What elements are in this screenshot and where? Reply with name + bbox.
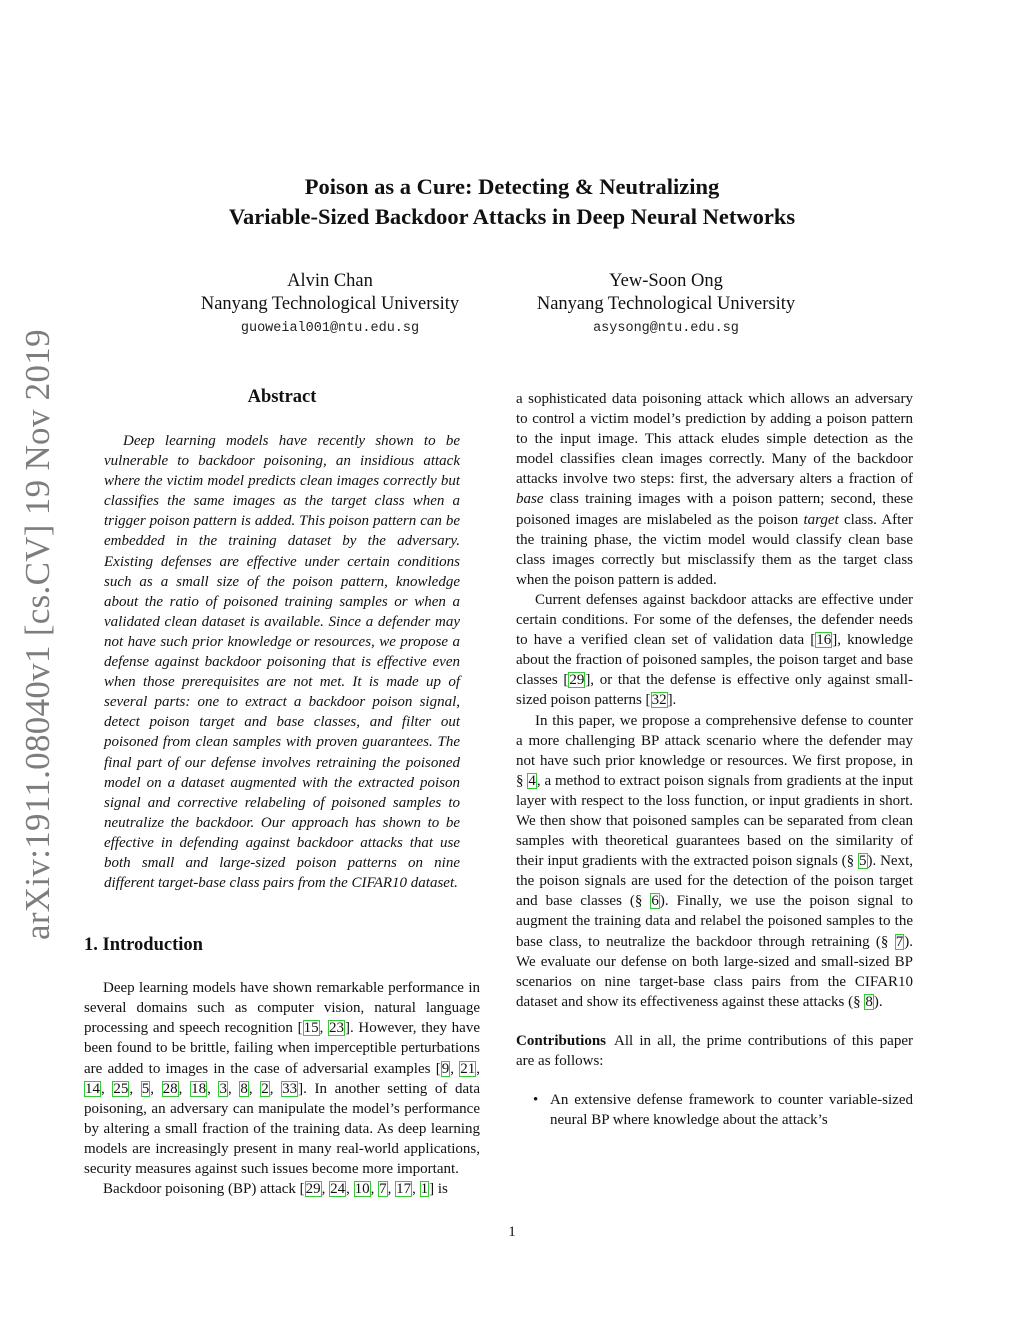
text-run: Current defenses against backdoor attacks are effective under certain conditions. For some of the defenses, the defender needs to have a verified clean set of validation data [ xyxy=(516,591,913,649)
author-name: Alvin Chan xyxy=(287,271,373,291)
text-run: All in all, the prime contributions of this paper are as follows: xyxy=(516,1032,913,1069)
section-ref-link[interactable]: 8 xyxy=(865,993,873,1010)
section-ref-link[interactable]: 6 xyxy=(651,893,659,910)
citation-separator: , xyxy=(248,1080,261,1097)
intro-paragraph-4 xyxy=(516,711,913,1012)
text-run: ] is xyxy=(429,1181,448,1198)
citation-link[interactable]: 5 xyxy=(141,1080,150,1097)
citation-separator: , xyxy=(321,1181,330,1198)
text-run: , xyxy=(319,1020,328,1037)
citation-separator: , xyxy=(476,1060,481,1077)
text-run: ). We evaluate our defense on both large-sized and small-sized BP scenarios on nine target-base class pairs from the CIFAR10 dataset and show its effectiveness against these attacks (§ xyxy=(516,933,913,1010)
citation-link[interactable]: 24 xyxy=(330,1181,346,1198)
author-block-1 xyxy=(180,270,480,342)
citation-separator: , xyxy=(101,1080,113,1097)
citation-link[interactable]: 3 xyxy=(219,1080,227,1097)
citation-link[interactable]: 8 xyxy=(240,1080,248,1097)
section-ref-link[interactable]: 4 xyxy=(528,772,536,789)
citation-list xyxy=(305,1181,430,1197)
citation-link[interactable]: 15 xyxy=(303,1020,319,1037)
text-run: a sophisticated data poisoning attack which allows an adversary to control a victim model’s prediction by adding a poison pattern to the input image. This attack eludes simple detection as the model classifies clean images correctly. Many of the backdoor attacks involve two steps: first, the adversary alters a fraction of xyxy=(516,391,913,488)
text-run: , a method to extract poison signals from gradients at the input layer with respect to the loss function, or input gradients in short. We then show that poisoned samples can be separated from clean samples with theoretical guarantees based on the similarity of their input gradients with the extracted poison signals (§ xyxy=(516,772,914,870)
author-affiliation: Nanyang Technological University xyxy=(200,294,460,314)
citation-link[interactable]: 7 xyxy=(379,1181,387,1198)
citation-separator: , xyxy=(129,1080,141,1097)
citation-link[interactable]: 10 xyxy=(354,1181,370,1198)
citation-link[interactable]: 32 xyxy=(651,692,667,709)
author-block-2 xyxy=(514,270,818,342)
abstract-heading: Abstract xyxy=(247,387,317,407)
citation-separator: , xyxy=(227,1080,240,1097)
contributions-label: Contributions xyxy=(516,1032,607,1049)
intro-paragraph-2-continued xyxy=(516,389,913,590)
citation-link[interactable]: 21 xyxy=(460,1060,476,1077)
citation-link[interactable]: 9 xyxy=(441,1060,450,1077)
section-ref-link[interactable]: 5 xyxy=(859,853,867,870)
citation-link[interactable]: 16 xyxy=(816,632,832,649)
text-run: ). xyxy=(873,993,883,1010)
text-run: class. After the training phase, the victim model would classify clean base class images correctly but misclassify them as the target class when the poison pattern is added. xyxy=(516,511,913,588)
citation-link[interactable]: 29 xyxy=(569,672,585,689)
citation-separator: , xyxy=(387,1181,396,1198)
text-run: ]. However, they have been found to be brittle, failing when imperceptible perturbations are added to images in the case of adversarial examples [ xyxy=(84,1020,480,1077)
left-column xyxy=(84,384,480,1199)
text-run: Deep learning models have shown remarkable performance in several domains such as computer vision, natural language processing and speech recognition [ xyxy=(84,980,480,1037)
intro-paragraph-2 xyxy=(84,1179,480,1199)
citation-separator: , xyxy=(370,1181,379,1198)
list-item xyxy=(516,1090,913,1130)
text-run: ], knowledge about the fraction of poisoned samples, the poison target and base classes [ xyxy=(516,632,913,689)
author-name: Yew-Soon Ong xyxy=(609,271,723,291)
intro-paragraph-3 xyxy=(516,590,913,711)
section-ref-link[interactable]: 7 xyxy=(895,933,904,950)
citation-link[interactable]: 1 xyxy=(420,1181,429,1198)
arxiv-watermark: arXiv:1911.08040v1 [cs.CV] 19 Nov 2019 xyxy=(18,329,57,940)
list-item-text: An extensive defense framework to counter variable-sized neural BP where knowledge about the attack’s xyxy=(550,1092,913,1129)
citation-link[interactable]: 18 xyxy=(191,1080,207,1097)
author-email: guoweial001@ntu.edu.sg xyxy=(240,321,420,336)
text-run: ]. xyxy=(667,692,677,709)
citation-separator: , xyxy=(450,1060,460,1077)
right-column xyxy=(516,389,913,1130)
title-line-1: Poison as a Cure: Detecting & Neutralizing xyxy=(304,174,720,199)
citation-separator: , xyxy=(150,1080,162,1097)
title-line-2: Variable-Sized Backdoor Attacks in Deep Neural Networks xyxy=(228,204,796,229)
text-run: ). Next, the poison signals are used for the detection of the poison target and base classes (§ xyxy=(516,853,913,910)
introduction-heading: 1. Introduction xyxy=(84,935,203,956)
abstract-text: Deep learning models have recently shown to be vulnerable to backdoor poisoning, an insidious attack where the victim model predicts clean images correctly but classifies the same images as the target class when a trigger poison pattern is added. This poison pattern can be embedded in the training dataset by the adversary. Existing defenses are effective under certain conditions such as a small size of the poison pattern, knowledge about the ratio of poisoned training samples or when a validated clean dataset is available. Since a defender may not have such prior knowledge or resources, we propose a defense against backdoor poisoning that is effective even when those prerequisites are not met. It is made up of several parts: one to extract a backdoor poison signal, detect poison target and base classes, and filter out poisoned from clean samples with proven guarantees. The final part of our defense involves retraining the poisoned model on a dataset augmented with the extracted poison signal and corrective relabeling of poisoned samples to neutralize the backdoor. Our approach has shown to be effective in defending against backdoor attacks that use both small and large-sized poison patterns on nine different target-base class pairs from the CIFAR10 dataset. xyxy=(104,433,460,892)
author-affiliation: Nanyang Technological University xyxy=(536,294,796,314)
contributions-list xyxy=(516,1090,913,1130)
citation-link[interactable]: 23 xyxy=(329,1020,344,1037)
citation-link[interactable]: 25 xyxy=(113,1080,129,1097)
contributions-paragraph xyxy=(516,1031,913,1071)
citation-separator: , xyxy=(207,1080,219,1097)
citation-separator: , xyxy=(178,1080,191,1097)
citation-link[interactable]: 28 xyxy=(162,1080,178,1097)
page-number: 1 xyxy=(508,1224,516,1240)
citation-separator: , xyxy=(346,1181,354,1198)
intro-paragraph-1 xyxy=(84,978,480,1179)
citation-link[interactable]: 29 xyxy=(305,1181,321,1198)
text-run: Backdoor poisoning (BP) attack [ xyxy=(103,1181,305,1198)
author-email: asysong@ntu.edu.sg xyxy=(593,321,739,336)
citation-link[interactable]: 2 xyxy=(261,1080,269,1097)
bullet-icon: • xyxy=(533,1092,539,1109)
emphasis-base: base xyxy=(516,491,544,508)
citation-link[interactable]: 14 xyxy=(85,1080,100,1097)
citation-separator: , xyxy=(412,1181,420,1198)
text-run: ], or that the defense is effective only against small-sized poison patterns [ xyxy=(516,672,913,709)
paper-title xyxy=(0,172,1024,232)
text-run: class training images with a poison pattern; second, these poisoned images are mislabeled as the poison xyxy=(516,491,913,528)
citation-link[interactable]: 17 xyxy=(396,1181,412,1198)
text-run: ). Finally, we use the poison signal to augment the training data and relabel the poisoned samples to the base class, to neutralize the backdoor through retraining (§ xyxy=(516,893,913,950)
text-run: ]. In another setting of data poisoning, an adversary can manipulate the model’s performance by altering a small fraction of the training data. As deep learning models are increasingly present in many real-world applications, security measures against such issues become more important. xyxy=(84,1080,481,1177)
citation-separator: , xyxy=(269,1080,282,1097)
text-run: In this paper, we propose a comprehensive defense to counter a more challenging BP attack scenario where the defender may not have such prior knowledge or resources. We first propose, in § xyxy=(516,712,913,789)
emphasis-target: target xyxy=(803,511,839,528)
citation-link[interactable]: 33 xyxy=(282,1080,298,1097)
